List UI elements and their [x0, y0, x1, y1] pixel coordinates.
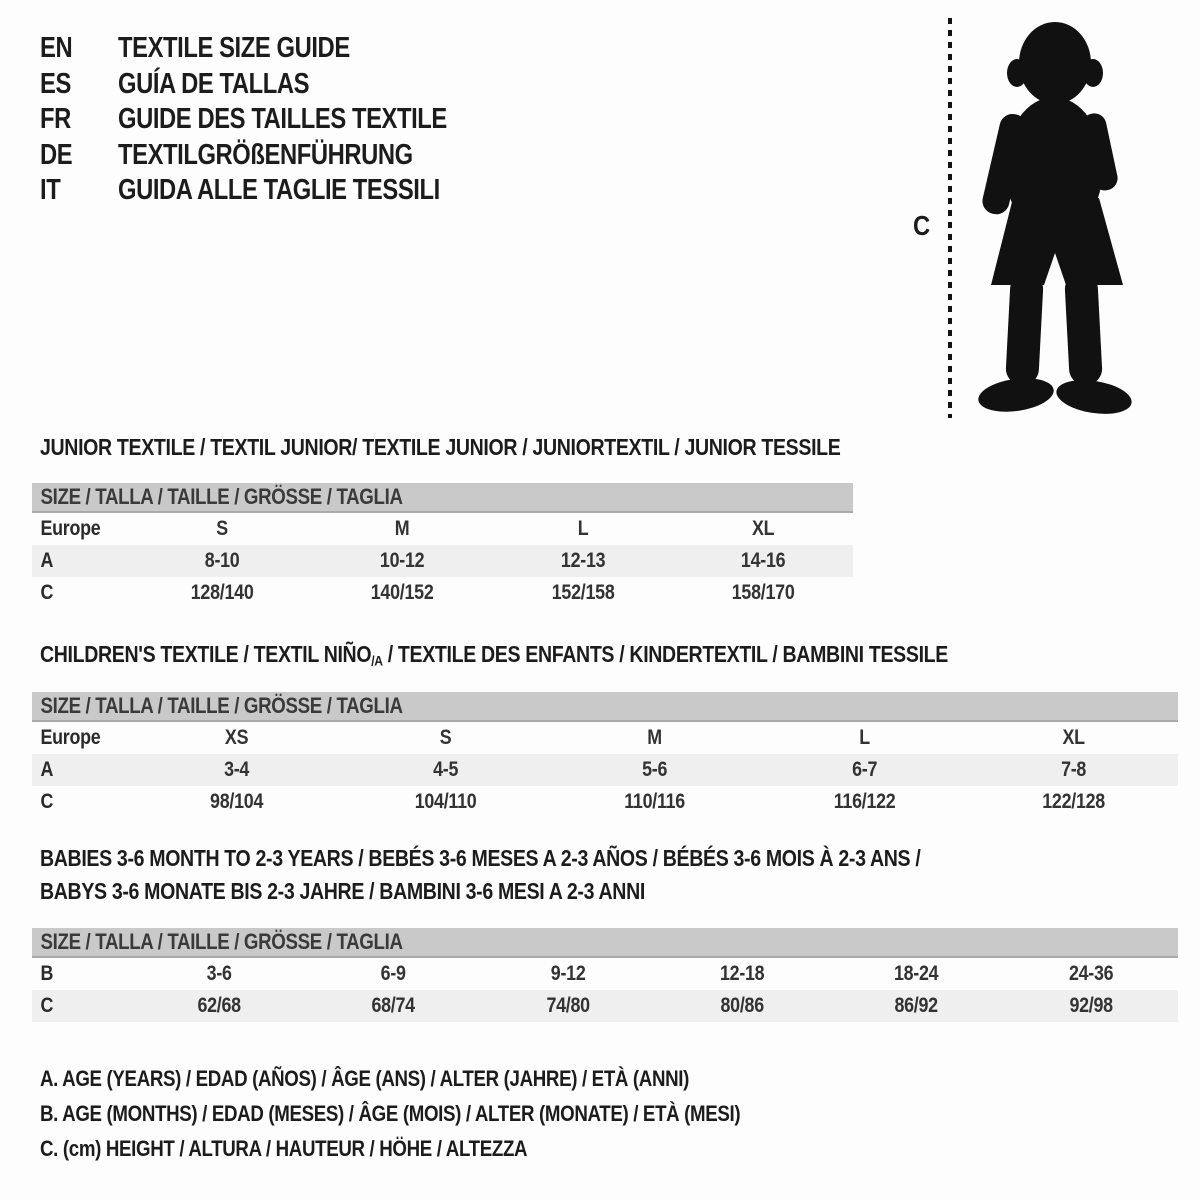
language-code: ES	[40, 67, 71, 100]
language-code: EN	[40, 32, 73, 64]
babies-section-title-line1: BABIES 3-6 MONTH TO 2-3 YEARS / BEBÉS 3-6 MESES A 2-3 AÑOS / BÉBÉS 3-6 MOIS À 2-3 ANS /	[40, 845, 921, 871]
size-header-bar	[32, 692, 1178, 722]
height-measure-label: C	[913, 210, 931, 241]
table-cell: 110/116	[624, 790, 686, 813]
table-cell: 5-6	[642, 758, 668, 781]
language-row-fr	[40, 104, 519, 140]
column-header: XS	[224, 726, 249, 749]
size-bar-label: SIZE / TALLA / TAILLE / GRÖSSE / TAGLIA	[40, 929, 403, 954]
language-code: FR	[40, 103, 71, 136]
table-cell: 104/110	[414, 790, 477, 813]
babies-row-height	[32, 990, 1178, 1022]
table-cell: 116/122	[833, 790, 896, 813]
column-header: L	[858, 726, 870, 749]
junior-header-row	[32, 513, 853, 545]
language-row-it	[40, 175, 519, 211]
table-cell: 68/74	[371, 994, 416, 1017]
legend-age-years: A. AGE (YEARS) / EDAD (AÑOS) / ÂGE (ANS) / ALTER (JAHRE) / ETÀ (ANNI)	[40, 1066, 690, 1091]
language-code: DE	[40, 138, 73, 171]
column-header: M	[647, 726, 663, 749]
children-header-row	[32, 722, 1178, 754]
column-header: Europe	[40, 726, 101, 749]
column-header: S	[216, 517, 228, 540]
row-label: C	[40, 790, 54, 813]
table-cell: 74/80	[546, 994, 590, 1017]
table-cell: 86/92	[894, 994, 939, 1017]
column-header: L	[577, 517, 588, 540]
language-title: TEXTILE SIZE GUIDE	[118, 32, 350, 64]
legend	[40, 1066, 864, 1171]
table-cell: 128/140	[190, 581, 254, 604]
junior-row-age	[32, 545, 853, 577]
table-cell: 98/104	[210, 790, 264, 813]
table-cell: 18-24	[894, 962, 939, 985]
size-bar-label: SIZE / TALLA / TAILLE / GRÖSSE / TAGLIA	[40, 693, 403, 718]
language-title: GUÍA DE TALLAS	[118, 67, 310, 100]
junior-section-title: JUNIOR TEXTILE / TEXTIL JUNIOR/ TEXTILE JUNIOR / JUNIORTEXTIL / JUNIOR TESSILE	[40, 434, 841, 460]
table-cell: 92/98	[1069, 994, 1113, 1017]
table-cell: 158/170	[731, 581, 795, 604]
language-title: GUIDE DES TAILLES TEXTILE	[118, 103, 447, 136]
children-title-part2: / TEXTILE DES ENFANTS / KINDERTEXTIL / BAMBINI TESSILE	[382, 641, 948, 667]
table-cell: 6-9	[380, 962, 407, 985]
children-row-height	[32, 786, 1178, 818]
table-cell: 122/128	[1042, 790, 1105, 813]
size-header-bar	[32, 483, 853, 513]
size-bar-label: SIZE / TALLA / TAILLE / GRÖSSE / TAGLIA	[40, 484, 403, 509]
table-cell: 12-13	[560, 549, 605, 572]
row-label: C	[40, 994, 54, 1017]
legend-height-cm: C. (cm) HEIGHT / ALTURA / HAUTEUR / HÖHE / ALTEZZA	[40, 1136, 528, 1161]
children-size-table	[32, 692, 1178, 818]
junior-row-height	[32, 577, 853, 609]
height-measure-dashed-line	[948, 18, 952, 418]
table-cell: 3-6	[206, 962, 232, 985]
table-cell: 8-10	[204, 549, 240, 572]
language-title: TEXTILGRÖßENFÜHRUNG	[118, 138, 413, 171]
table-cell: 4-5	[433, 758, 459, 781]
legend-age-months: B. AGE (MONTHS) / EDAD (MESES) / ÂGE (MOIS) / ALTER (MONATE) / ETÀ (MESI)	[40, 1101, 741, 1126]
column-header: M	[395, 517, 410, 540]
junior-size-table	[32, 483, 853, 609]
baby-silhouette-icon	[963, 15, 1145, 421]
table-cell: 152/158	[551, 581, 614, 604]
table-cell: 3-4	[224, 758, 250, 781]
row-label: A	[40, 758, 54, 781]
row-label: A	[40, 549, 54, 572]
children-section-title	[40, 641, 948, 676]
table-cell: 12-18	[719, 962, 765, 985]
babies-size-table	[32, 928, 1178, 1022]
babies-row-months	[32, 958, 1178, 990]
column-header: Europe	[40, 517, 101, 540]
language-row-en	[40, 33, 519, 69]
row-label: C	[40, 581, 54, 604]
table-cell: 7-8	[1060, 758, 1086, 781]
size-header-bar	[32, 928, 1178, 958]
table-cell: 14-16	[740, 549, 786, 572]
children-row-age	[32, 754, 1178, 786]
language-title: GUIDA ALLE TAGLIE TESSILI	[118, 174, 440, 207]
row-label: B	[40, 962, 54, 985]
language-code: IT	[40, 174, 61, 207]
table-cell: 140/152	[371, 581, 434, 604]
children-title-subscript: /A	[371, 653, 383, 670]
table-cell: 6-7	[851, 758, 877, 781]
table-cell: 24-36	[1068, 962, 1114, 985]
column-header: XL	[1062, 726, 1085, 749]
column-header: XL	[751, 517, 775, 540]
language-row-de	[40, 140, 519, 176]
table-cell: 10-12	[380, 549, 425, 572]
babies-section-title-line2: BABYS 3-6 MONATE BIS 2-3 JAHRE / BAMBINI 3-6 MESI A 2-3 ANNI	[40, 878, 645, 904]
table-cell: 62/68	[197, 994, 241, 1017]
children-title-part1: CHILDREN'S TEXTILE / TEXTIL NIÑO	[40, 641, 372, 667]
column-header: S	[439, 726, 452, 749]
language-title-list	[40, 33, 519, 211]
language-row-es	[40, 69, 519, 105]
table-cell: 9-12	[550, 962, 586, 985]
table-cell: 80/86	[720, 994, 764, 1017]
